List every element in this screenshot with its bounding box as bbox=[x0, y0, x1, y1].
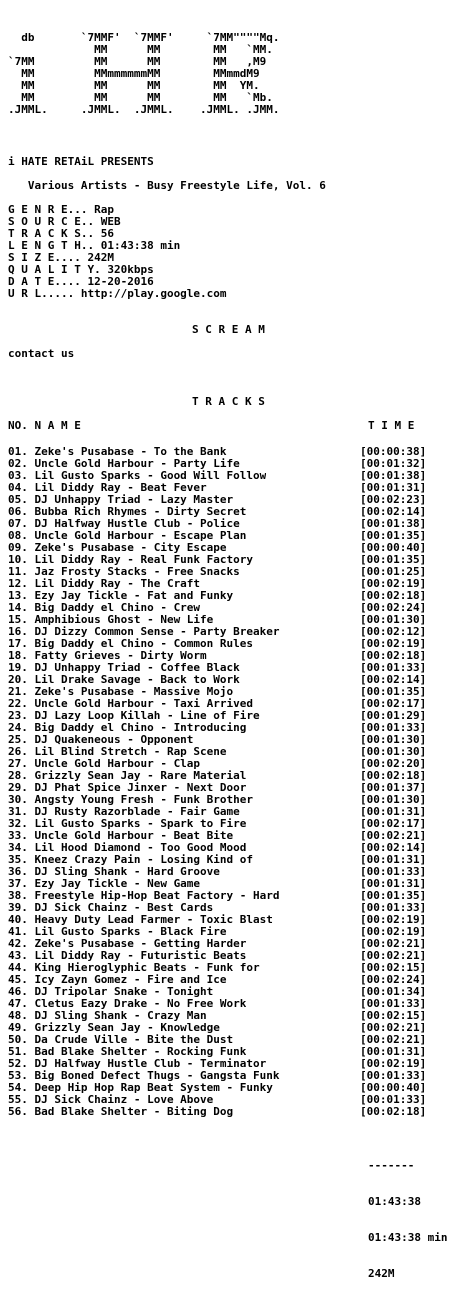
info-url: U R L..... http://play.google.com bbox=[8, 287, 227, 300]
track-name: 10. Lil Diddy Ray - Real Funk Factory bbox=[8, 554, 254, 566]
column-header-time: T I M E bbox=[368, 419, 415, 432]
summary-total-size: 242M bbox=[368, 1267, 395, 1280]
summary-block bbox=[368, 1136, 447, 1304]
track-name: 46. DJ Tripolar Snake - Tonight bbox=[8, 986, 214, 998]
track-time: [00:02:17] bbox=[360, 697, 427, 710]
track-name: 04. Lil Diddy Ray - Beat Fever bbox=[8, 482, 207, 494]
track-name: 50. Da Crude Ville - Bite the Dust bbox=[8, 1034, 234, 1046]
track-time: [00:01:35] bbox=[360, 529, 427, 542]
track-time: [00:02:18] bbox=[360, 769, 427, 782]
track-time: [00:02:21] bbox=[360, 949, 427, 962]
track-time: [00:01:37] bbox=[360, 781, 427, 794]
track-name: 28. Grizzly Sean Jay - Rare Material bbox=[8, 770, 247, 782]
track-name: 54. Deep Hip Hop Rap Beat System - Funky bbox=[8, 1082, 273, 1094]
track-time: [00:00:38] bbox=[360, 445, 427, 458]
track-name: 06. Bubba Rich Rhymes - Dirty Secret bbox=[8, 506, 247, 518]
track-time: [00:02:19] bbox=[360, 1057, 427, 1070]
track-name: 32. Lil Gusto Sparks - Spark to Fire bbox=[8, 818, 247, 830]
summary-total-length: 01:43:38 min bbox=[368, 1231, 448, 1244]
track-time: [00:02:14] bbox=[360, 673, 427, 686]
track-name: 40. Heavy Duty Lead Farmer - Toxic Blast bbox=[8, 914, 273, 926]
track-time: [00:02:14] bbox=[360, 841, 427, 854]
info-tracks: T R A C K S.. 56 bbox=[8, 227, 114, 240]
track-name: 23. DJ Lazy Loop Killah - Line of Fire bbox=[8, 710, 260, 722]
track-name: 15. Amphibious Ghost - New Life bbox=[8, 614, 214, 626]
track-time: [00:01:30] bbox=[360, 733, 427, 746]
track-name: 26. Lil Blind Stretch - Rap Scene bbox=[8, 746, 227, 758]
track-time: [00:00:40] bbox=[360, 541, 427, 554]
summary-separator: ------- bbox=[368, 1159, 415, 1172]
track-name: 35. Kneez Crazy Pain - Losing Kind of bbox=[8, 854, 254, 866]
track-name: 53. Big Boned Defect Thugs - Gangsta Funk bbox=[8, 1070, 280, 1082]
track-name: 12. Lil Diddy Ray - The Craft bbox=[8, 578, 201, 590]
track-name: 19. DJ Unhappy Triad - Coffee Black bbox=[8, 662, 240, 674]
track-name: 11. Jaz Frosty Stacks - Free Snacks bbox=[8, 566, 240, 578]
track-time: [00:01:30] bbox=[360, 613, 427, 626]
track-name: 13. Ezy Jay Tickle - Fat and Funky bbox=[8, 590, 234, 602]
track-name: 43. Lil Diddy Ray - Futuristic Beats bbox=[8, 950, 247, 962]
track-name: 29. DJ Phat Spice Jinxer - Next Door bbox=[8, 782, 247, 794]
presents-line: i HATE RETAiL PRESENTS bbox=[8, 155, 154, 168]
track-time: [00:02:18] bbox=[360, 649, 427, 662]
track-name: 44. King Hieroglyphic Beats - Funk for bbox=[8, 962, 260, 974]
track-time: [00:02:12] bbox=[360, 625, 427, 638]
track-name: 37. Ezy Jay Tickle - New Game bbox=[8, 878, 201, 890]
track-name: 20. Lil Drake Savage - Back to Work bbox=[8, 674, 240, 686]
track-time: [00:02:19] bbox=[360, 925, 427, 938]
track-name: 08. Uncle Gold Harbour - Escape Plan bbox=[8, 530, 247, 542]
info-genre: G E N R E... Rap bbox=[8, 203, 114, 216]
track-time: [00:02:24] bbox=[360, 973, 427, 986]
track-time: [00:01:25] bbox=[360, 565, 427, 578]
track-time: [00:01:31] bbox=[360, 1045, 427, 1058]
track-time: [00:02:19] bbox=[360, 577, 427, 590]
track-name: 18. Fatty Grieves - Dirty Worm bbox=[8, 650, 207, 662]
track-name: 56. Bad Blake Shelter - Biting Dog bbox=[8, 1106, 234, 1118]
track-time: [00:02:19] bbox=[360, 913, 427, 926]
track-time: [00:01:33] bbox=[360, 901, 427, 914]
track-name: 02. Uncle Gold Harbour - Party Life bbox=[8, 458, 240, 470]
track-time: [00:00:40] bbox=[360, 1081, 427, 1094]
track-time: [00:01:33] bbox=[360, 1069, 427, 1082]
track-time: [00:01:35] bbox=[360, 889, 427, 902]
track-name: 36. DJ Sling Shank - Hard Groove bbox=[8, 866, 220, 878]
track-name: 09. Zeke's Pusabase - City Escape bbox=[8, 542, 227, 554]
track-row bbox=[8, 1106, 464, 1118]
track-name: 51. Bad Blake Shelter - Rocking Funk bbox=[8, 1046, 247, 1058]
contact-line: contact us bbox=[8, 347, 75, 360]
track-time: [00:02:19] bbox=[360, 637, 427, 650]
track-name: 33. Uncle Gold Harbour - Beat Bite bbox=[8, 830, 234, 842]
track-time: [00:01:31] bbox=[360, 481, 427, 494]
track-time: [00:02:17] bbox=[360, 817, 427, 830]
track-name: 34. Lil Hood Diamond - Too Good Mood bbox=[8, 842, 247, 854]
ascii-logo: db `7MMF' `7MMF' `7MM""""Mq. MM MM MM `MM. `7MM MM MM MM ,M9 MM MMmmmmmmMM MMmmdM9 MM MM MM MM YM. MM MM MM MM `Mb. .JMML. .JMML. .JMML. .JMML. .JMM. bbox=[8, 31, 280, 116]
track-name: 01. Zeke's Pusabase - To the Bank bbox=[8, 446, 227, 458]
track-name: 49. Grizzly Sean Jay - Knowledge bbox=[8, 1022, 220, 1034]
track-time: [00:01:33] bbox=[360, 997, 427, 1010]
track-name: 38. Freestyle Hip-Hop Beat Factory - Hard bbox=[8, 890, 280, 902]
track-name: 31. DJ Rusty Razorblade - Fair Game bbox=[8, 806, 240, 818]
track-time: [00:02:23] bbox=[360, 493, 427, 506]
track-name: 14. Big Daddy el Chino - Crew bbox=[8, 602, 201, 614]
scream-heading: S C R E A M bbox=[192, 323, 265, 336]
track-time: [00:01:31] bbox=[360, 805, 427, 818]
track-time: [00:02:24] bbox=[360, 601, 427, 614]
track-time: [00:02:21] bbox=[360, 1021, 427, 1034]
info-size: S I Z E.... 242M bbox=[8, 251, 114, 264]
track-time: [00:01:34] bbox=[360, 985, 427, 998]
track-time: [00:01:33] bbox=[360, 721, 427, 734]
track-time: [00:01:30] bbox=[360, 793, 427, 806]
track-name: 55. DJ Sick Chainz - Love Above bbox=[8, 1094, 214, 1106]
track-time: [00:02:18] bbox=[360, 1105, 427, 1118]
track-name: 24. Big Daddy el Chino - Introducing bbox=[8, 722, 247, 734]
track-time: [00:02:21] bbox=[360, 1033, 427, 1046]
track-time: [00:01:31] bbox=[360, 853, 427, 866]
track-name: 39. DJ Sick Chainz - Best Cards bbox=[8, 902, 214, 914]
track-name: 25. DJ Quakeneous - Opponent bbox=[8, 734, 194, 746]
track-time: [00:02:20] bbox=[360, 757, 427, 770]
track-time: [00:01:32] bbox=[360, 457, 427, 470]
track-time: [00:01:29] bbox=[360, 709, 427, 722]
track-time: [00:01:33] bbox=[360, 661, 427, 674]
info-date: D A T E.... 12-20-2016 bbox=[8, 275, 154, 288]
track-time: [00:02:18] bbox=[360, 589, 427, 602]
track-time: [00:02:14] bbox=[360, 505, 427, 518]
track-time: [00:01:31] bbox=[360, 877, 427, 890]
track-name: 47. Cletus Eazy Drake - No Free Work bbox=[8, 998, 247, 1010]
track-name: 30. Angsty Young Fresh - Funk Brother bbox=[8, 794, 254, 806]
track-name: 07. DJ Halfway Hustle Club - Police bbox=[8, 518, 240, 530]
track-time: [00:01:35] bbox=[360, 553, 427, 566]
track-name: 03. Lil Gusto Sparks - Good Will Follow bbox=[8, 470, 267, 482]
track-name: 22. Uncle Gold Harbour - Taxi Arrived bbox=[8, 698, 254, 710]
track-name: 17. Big Daddy el Chino - Common Rules bbox=[8, 638, 254, 650]
track-name: 05. DJ Unhappy Triad - Lazy Master bbox=[8, 494, 234, 506]
info-length: L E N G T H.. 01:43:38 min bbox=[8, 239, 181, 252]
track-time: [00:01:33] bbox=[360, 1093, 427, 1106]
tracks-heading: T R A C K S bbox=[192, 395, 265, 408]
track-time: [00:02:21] bbox=[360, 829, 427, 842]
track-time: [00:01:30] bbox=[360, 745, 427, 758]
track-name: 27. Uncle Gold Harbour - Clap bbox=[8, 758, 201, 770]
track-time: [00:01:38] bbox=[360, 517, 427, 530]
info-source: S O U R C E.. WEB bbox=[8, 215, 121, 228]
track-name: 16. DJ Dizzy Common Sense - Party Breaker bbox=[8, 626, 280, 638]
track-time: [00:02:21] bbox=[360, 937, 427, 950]
track-name: 21. Zeke's Pusabase - Massive Mojo bbox=[8, 686, 234, 698]
track-name: 41. Lil Gusto Sparks - Black Fire bbox=[8, 926, 227, 938]
track-time: [00:01:35] bbox=[360, 685, 427, 698]
tracklist bbox=[8, 446, 464, 1118]
track-time: [00:02:15] bbox=[360, 1009, 427, 1022]
track-name: 45. Icy Zayn Gomez - Fire and Ice bbox=[8, 974, 227, 986]
track-time: [00:01:38] bbox=[360, 469, 427, 482]
track-name: 48. DJ Sling Shank - Crazy Man bbox=[8, 1010, 207, 1022]
track-time: [00:01:33] bbox=[360, 865, 427, 878]
info-quality: Q U A L I T Y. 320kbps bbox=[8, 263, 154, 276]
track-time: [00:02:15] bbox=[360, 961, 427, 974]
summary-total-time: 01:43:38 bbox=[368, 1195, 421, 1208]
column-header-name: NO. N A M E bbox=[8, 419, 81, 432]
track-name: 42. Zeke's Pusabase - Getting Harder bbox=[8, 938, 247, 950]
track-name: 52. DJ Halfway Hustle Club - Terminator bbox=[8, 1058, 267, 1070]
release-title: Various Artists - Busy Freestyle Life, Vol. 6 bbox=[8, 179, 326, 192]
